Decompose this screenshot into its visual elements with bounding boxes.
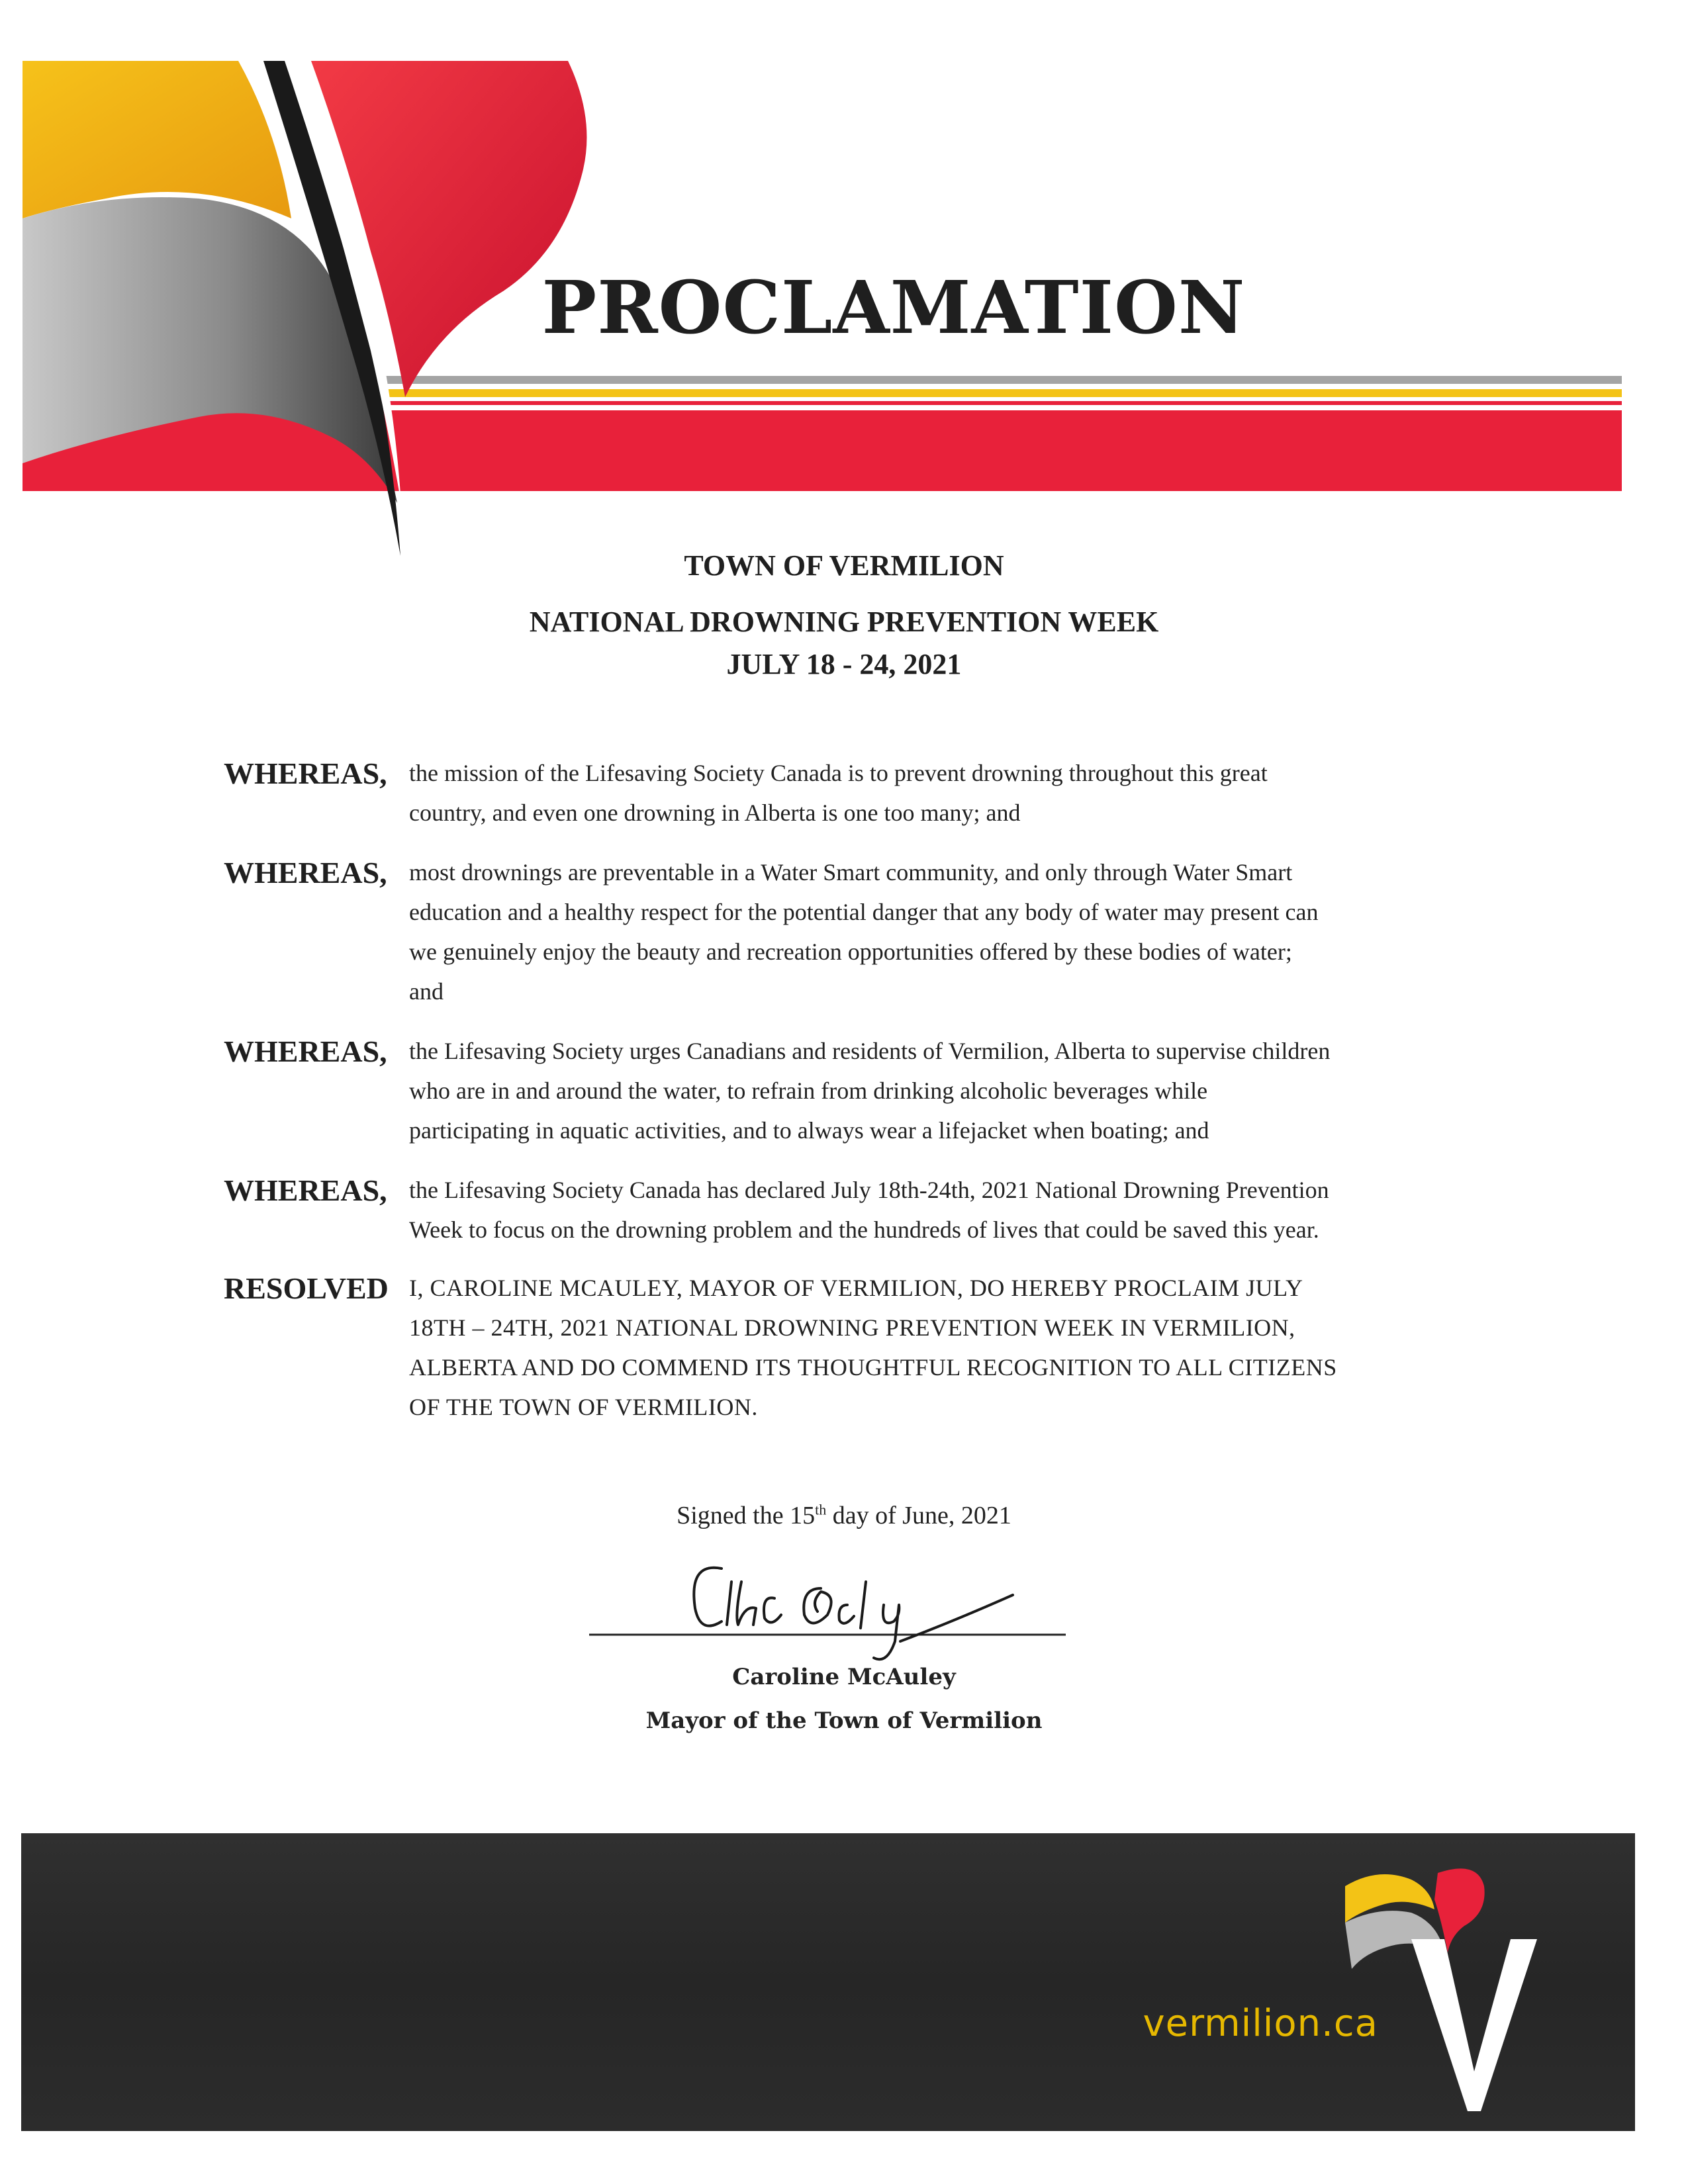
clause-line: the mission of the Lifesaving Society Canada is to prevent drowning throughout this great xyxy=(409,760,1268,786)
resolved-label: RESOLVED xyxy=(224,1271,389,1305)
clause-line: the Lifesaving Society Canada has declared July 18th-24th, 2021 National Drowning Prevention xyxy=(409,1177,1329,1203)
clause-line: country, and even one drowning in Alberta is one too many; and xyxy=(409,799,1021,826)
clause-line: we genuinely enjoy the beauty and recreation opportunities offered by these bodies of water; xyxy=(409,938,1292,965)
dates-heading: JULY 18 - 24, 2021 xyxy=(726,648,962,680)
footer-url: vermilion.ca xyxy=(1143,2002,1378,2045)
header-stripe-gray xyxy=(331,376,1622,384)
signed-suffix: day of June, 2021 xyxy=(826,1502,1011,1529)
header-stripe-yellow xyxy=(331,389,1622,397)
clause-text xyxy=(409,753,1415,833)
signer-role: Mayor of the Town of Vermilion xyxy=(645,1707,1043,1734)
signer-name: Caroline McAuley xyxy=(732,1664,956,1690)
logo-v-letter xyxy=(1411,1939,1537,2111)
clause-line: who are in and around the water, to refrain from drinking alcoholic beverages while xyxy=(409,1077,1208,1104)
clause-text xyxy=(409,852,1415,1011)
flag-yellow xyxy=(23,61,291,218)
clause-line: ALBERTA AND DO COMMEND ITS THOUGHTFUL RECOGNITION TO ALL CITIZENS xyxy=(409,1354,1337,1381)
resolved-text xyxy=(409,1268,1415,1427)
clause-label: WHEREAS, xyxy=(224,856,387,889)
event-heading: NATIONAL DROWNING PREVENTION WEEK xyxy=(529,606,1159,638)
org-heading: TOWN OF VERMILION xyxy=(684,549,1004,582)
header-red-band xyxy=(23,410,1622,491)
proclamation-title: PROCLAMATION xyxy=(541,265,1246,350)
clause-line: Week to focus on the drowning problem and the hundreds of lives that could be saved this year. xyxy=(409,1216,1319,1243)
clause-line: and xyxy=(409,978,444,1005)
signed-ordinal: th xyxy=(815,1501,827,1518)
clause-line: OF THE TOWN OF VERMILION. xyxy=(409,1394,758,1420)
vermilion-logo xyxy=(1338,1860,1564,2118)
clause-line: the Lifesaving Society urges Canadians and residents of Vermilion, Alberta to supervise children xyxy=(409,1038,1331,1064)
clause-label: WHEREAS, xyxy=(224,1173,387,1207)
clause-label: WHEREAS, xyxy=(224,1034,387,1068)
clause-line: participating in aquatic activities, and to always wear a lifejacket when boating; and xyxy=(409,1117,1209,1144)
clause-text xyxy=(409,1170,1415,1250)
header-stripe-red-thin xyxy=(331,401,1622,405)
clause-text xyxy=(409,1031,1415,1150)
clause-line: education and a healthy respect for the potential danger that any body of water may present can xyxy=(409,899,1319,925)
clause-line: most drownings are preventable in a Water Smart community, and only through Water Smart xyxy=(409,859,1293,886)
clause-line: I, CAROLINE MCAULEY, MAYOR OF VERMILION, DO HEREBY PROCLAIM JULY xyxy=(409,1275,1303,1301)
footer-bar xyxy=(21,1833,1635,2131)
clause-line: 18TH – 24TH, 2021 NATIONAL DROWNING PREVENTION WEEK IN VERMILION, xyxy=(409,1314,1295,1341)
signed-date-line xyxy=(0,1501,1688,1530)
signed-prefix: Signed the 15 xyxy=(677,1502,816,1529)
signature-stroke xyxy=(694,1568,1013,1659)
clause-label: WHEREAS, xyxy=(224,756,387,790)
